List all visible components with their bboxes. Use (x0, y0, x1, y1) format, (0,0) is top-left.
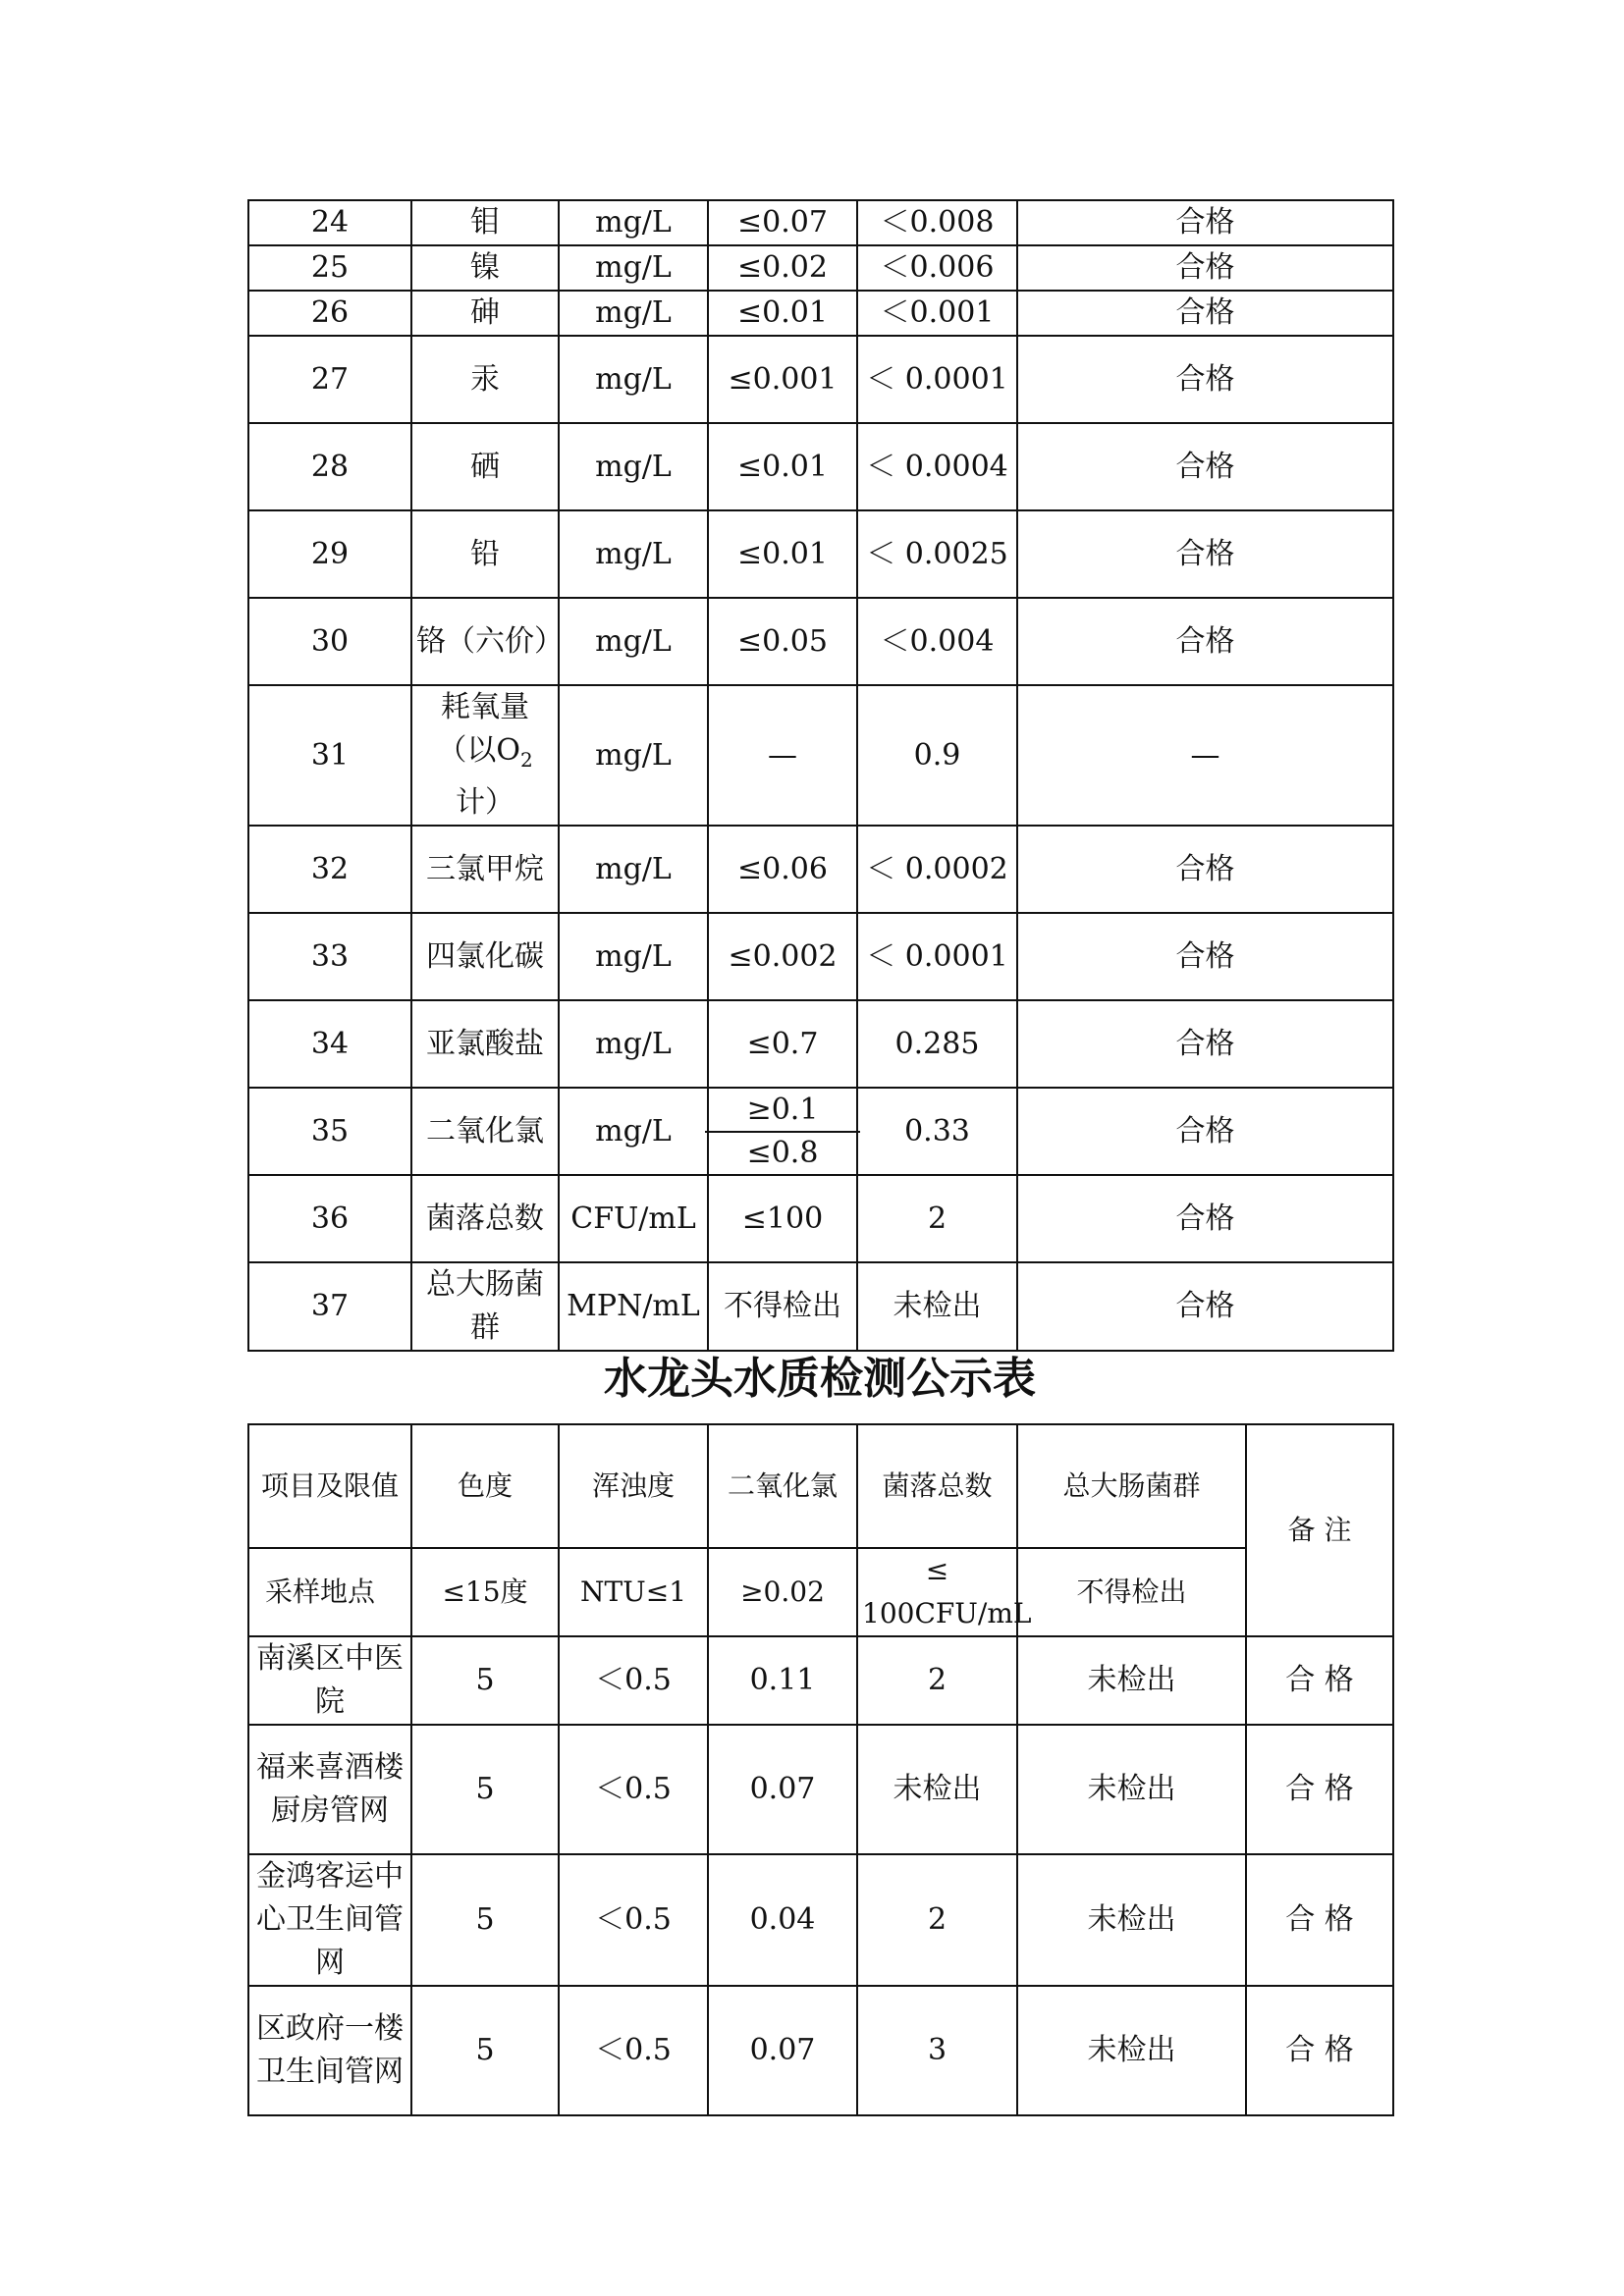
verdict: 合格 (1017, 291, 1393, 336)
limit: ≤100 (708, 1175, 857, 1262)
unit: MPN/mL (559, 1262, 708, 1351)
chlorine-dioxide-value: 0.07 (708, 1725, 857, 1854)
col-header-colony: 菌落总数 (857, 1424, 1017, 1548)
limit: 不得检出 (708, 1262, 857, 1351)
limit-turbidity: NTU≤1 (559, 1548, 708, 1636)
row-number: 30 (248, 598, 411, 685)
parameter-row (248, 423, 1393, 510)
limit: ≤0.001 (708, 336, 857, 423)
sample-location-header: 采样地点 (248, 1548, 411, 1636)
item-name: 铬（六价） (411, 598, 559, 685)
coliform-value: 未检出 (1017, 1986, 1246, 2115)
parameter-row (248, 336, 1393, 423)
item-name: 铅 (411, 510, 559, 598)
turbidity-value: ＜0.5 (559, 1636, 708, 1725)
row-number: 28 (248, 423, 411, 510)
item-name: 汞 (411, 336, 559, 423)
parameter-row (248, 1088, 1393, 1175)
result: ＜ 0.0001 (857, 336, 1017, 423)
item-name: 硒 (411, 423, 559, 510)
parameter-row (248, 200, 1393, 245)
color-value: 5 (411, 1725, 559, 1854)
row-number: 29 (248, 510, 411, 598)
verdict: 合格 (1017, 598, 1393, 685)
parameter-row (248, 245, 1393, 291)
limit: ≤0.01 (708, 291, 857, 336)
row-number: 27 (248, 336, 411, 423)
parameter-row (248, 913, 1393, 1000)
turbidity-value: ＜0.5 (559, 1725, 708, 1854)
limit: ≤0.01 (708, 510, 857, 598)
item-name-part: 2 (519, 748, 533, 772)
parameter-row (248, 510, 1393, 598)
colony-value: 未检出 (857, 1725, 1017, 1854)
limit: ≤0.002 (708, 913, 857, 1000)
result: 0.9 (857, 685, 1017, 826)
sample-row (248, 1636, 1393, 1725)
row-number: 35 (248, 1088, 411, 1175)
colony-value: 3 (857, 1986, 1017, 2115)
result: ＜0.004 (857, 598, 1017, 685)
limit-chlorine-dioxide: ≥0.02 (708, 1548, 857, 1636)
verdict: 合格 (1017, 913, 1393, 1000)
color-value: 5 (411, 1986, 559, 2115)
tap-water-table (247, 1423, 1394, 2116)
parameter-row (248, 598, 1393, 685)
item-name-part: 耗氧量（以O (437, 690, 529, 768)
result: ＜ 0.0001 (857, 913, 1017, 1000)
limit: ≤0.7 (708, 1000, 857, 1088)
result: 未检出 (857, 1262, 1017, 1351)
verdict: 合格 (1017, 826, 1393, 913)
unit: mg/L (559, 598, 708, 685)
limit-bottom: ≤0.8 (746, 1135, 819, 1170)
chlorine-dioxide-value: 0.07 (708, 1986, 857, 2115)
verdict: 合格 (1017, 1262, 1393, 1351)
parameter-row (248, 685, 1393, 826)
chlorine-dioxide-value: 0.11 (708, 1636, 857, 1725)
unit: mg/L (559, 510, 708, 598)
row-number: 33 (248, 913, 411, 1000)
verdict: 合格 (1017, 423, 1393, 510)
remark-value: 合 格 (1246, 1725, 1393, 1854)
verdict: — (1017, 685, 1393, 826)
result: 0.285 (857, 1000, 1017, 1088)
limit-top: ≥0.1 (705, 1090, 860, 1133)
item-name-part: 计） (456, 785, 514, 820)
item-limit-header: 项目及限值 (248, 1424, 411, 1548)
sample-location: 区政府一楼卫生间管网 (248, 1986, 411, 2115)
col-header-turbidity: 浑浊度 (559, 1424, 708, 1548)
parameter-row (248, 291, 1393, 336)
row-number: 31 (248, 685, 411, 826)
verdict: 合格 (1017, 510, 1393, 598)
row-number: 25 (248, 245, 411, 291)
parameter-row (248, 1000, 1393, 1088)
unit: mg/L (559, 245, 708, 291)
result: ＜ 0.0002 (857, 826, 1017, 913)
limit: ≤0.01 (708, 423, 857, 510)
row-number: 34 (248, 1000, 411, 1088)
remark-value: 合 格 (1246, 1636, 1393, 1725)
verdict: 合格 (1017, 1000, 1393, 1088)
item-name: 镍 (411, 245, 559, 291)
sample-location: 金鸿客运中心卫生间管网 (248, 1854, 411, 1986)
limit: ≤0.02 (708, 245, 857, 291)
verdict: 合格 (1017, 1088, 1393, 1175)
color-value: 5 (411, 1636, 559, 1725)
sample-location: 南溪区中医院 (248, 1636, 411, 1725)
result: 0.33 (857, 1088, 1017, 1175)
item-name: 亚氯酸盐 (411, 1000, 559, 1088)
row-number: 37 (248, 1262, 411, 1351)
remark-header: 备 注 (1246, 1424, 1393, 1636)
header-row-limits (248, 1548, 1393, 1636)
row-number: 32 (248, 826, 411, 913)
limit-color: ≤15度 (411, 1548, 559, 1636)
unit: mg/L (559, 336, 708, 423)
parameter-row (248, 826, 1393, 913)
result: ＜0.008 (857, 200, 1017, 245)
sample-location: 福来喜酒楼厨房管网 (248, 1725, 411, 1854)
result: ＜0.001 (857, 291, 1017, 336)
chlorine-dioxide-value: 0.04 (708, 1854, 857, 1986)
limit: ≤0.06 (708, 826, 857, 913)
limit-colony: ≤ 100CFU/mL (857, 1548, 1017, 1636)
verdict: 合格 (1017, 336, 1393, 423)
tap-table-title: 水龙头水质检测公示表 (604, 1354, 1036, 1404)
header-row-items (248, 1424, 1393, 1548)
col-header-color: 色度 (411, 1424, 559, 1548)
item-name: 钼 (411, 200, 559, 245)
limit: ≤0.07 (708, 200, 857, 245)
item-name: 二氧化氯 (411, 1088, 559, 1175)
row-number: 26 (248, 291, 411, 336)
turbidity-value: ＜0.5 (559, 1986, 708, 2115)
sample-row (248, 1725, 1393, 1854)
result: ＜0.006 (857, 245, 1017, 291)
unit: mg/L (559, 826, 708, 913)
col-header-chlorine-dioxide: 二氧化氯 (708, 1424, 857, 1548)
unit: CFU/mL (559, 1175, 708, 1262)
parameter-row (248, 1262, 1393, 1351)
coliform-value: 未检出 (1017, 1854, 1246, 1986)
turbidity-value: ＜0.5 (559, 1854, 708, 1986)
sample-row (248, 1854, 1393, 1986)
remark-value: 合 格 (1246, 1854, 1393, 1986)
row-number: 24 (248, 200, 411, 245)
item-name: 砷 (411, 291, 559, 336)
result: 2 (857, 1175, 1017, 1262)
color-value: 5 (411, 1854, 559, 1986)
item-name: 总大肠菌群 (411, 1262, 559, 1351)
limit: — (708, 685, 857, 826)
coliform-value: 未检出 (1017, 1725, 1246, 1854)
remark-value: 合 格 (1246, 1986, 1393, 2115)
item-name: 三氯甲烷 (411, 826, 559, 913)
sample-row (248, 1986, 1393, 2115)
coliform-value: 未检出 (1017, 1636, 1246, 1725)
colony-value: 2 (857, 1636, 1017, 1725)
result: ＜ 0.0025 (857, 510, 1017, 598)
verdict: 合格 (1017, 1175, 1393, 1262)
water-parameters-table (247, 199, 1394, 1352)
limit-coliform: 不得检出 (1017, 1548, 1246, 1636)
limit (708, 1088, 857, 1175)
col-header-coliform: 总大肠菌群 (1017, 1424, 1246, 1548)
limit: ≤0.05 (708, 598, 857, 685)
colony-value: 2 (857, 1854, 1017, 1986)
verdict: 合格 (1017, 245, 1393, 291)
unit: mg/L (559, 200, 708, 245)
item-name (411, 685, 559, 826)
parameter-row (248, 1175, 1393, 1262)
unit: mg/L (559, 1088, 708, 1175)
unit: mg/L (559, 423, 708, 510)
item-name: 四氯化碳 (411, 913, 559, 1000)
item-name: 菌落总数 (411, 1175, 559, 1262)
verdict: 合格 (1017, 200, 1393, 245)
result: ＜ 0.0004 (857, 423, 1017, 510)
unit: mg/L (559, 291, 708, 336)
unit: mg/L (559, 913, 708, 1000)
unit: mg/L (559, 1000, 708, 1088)
row-number: 36 (248, 1175, 411, 1262)
unit: mg/L (559, 685, 708, 826)
